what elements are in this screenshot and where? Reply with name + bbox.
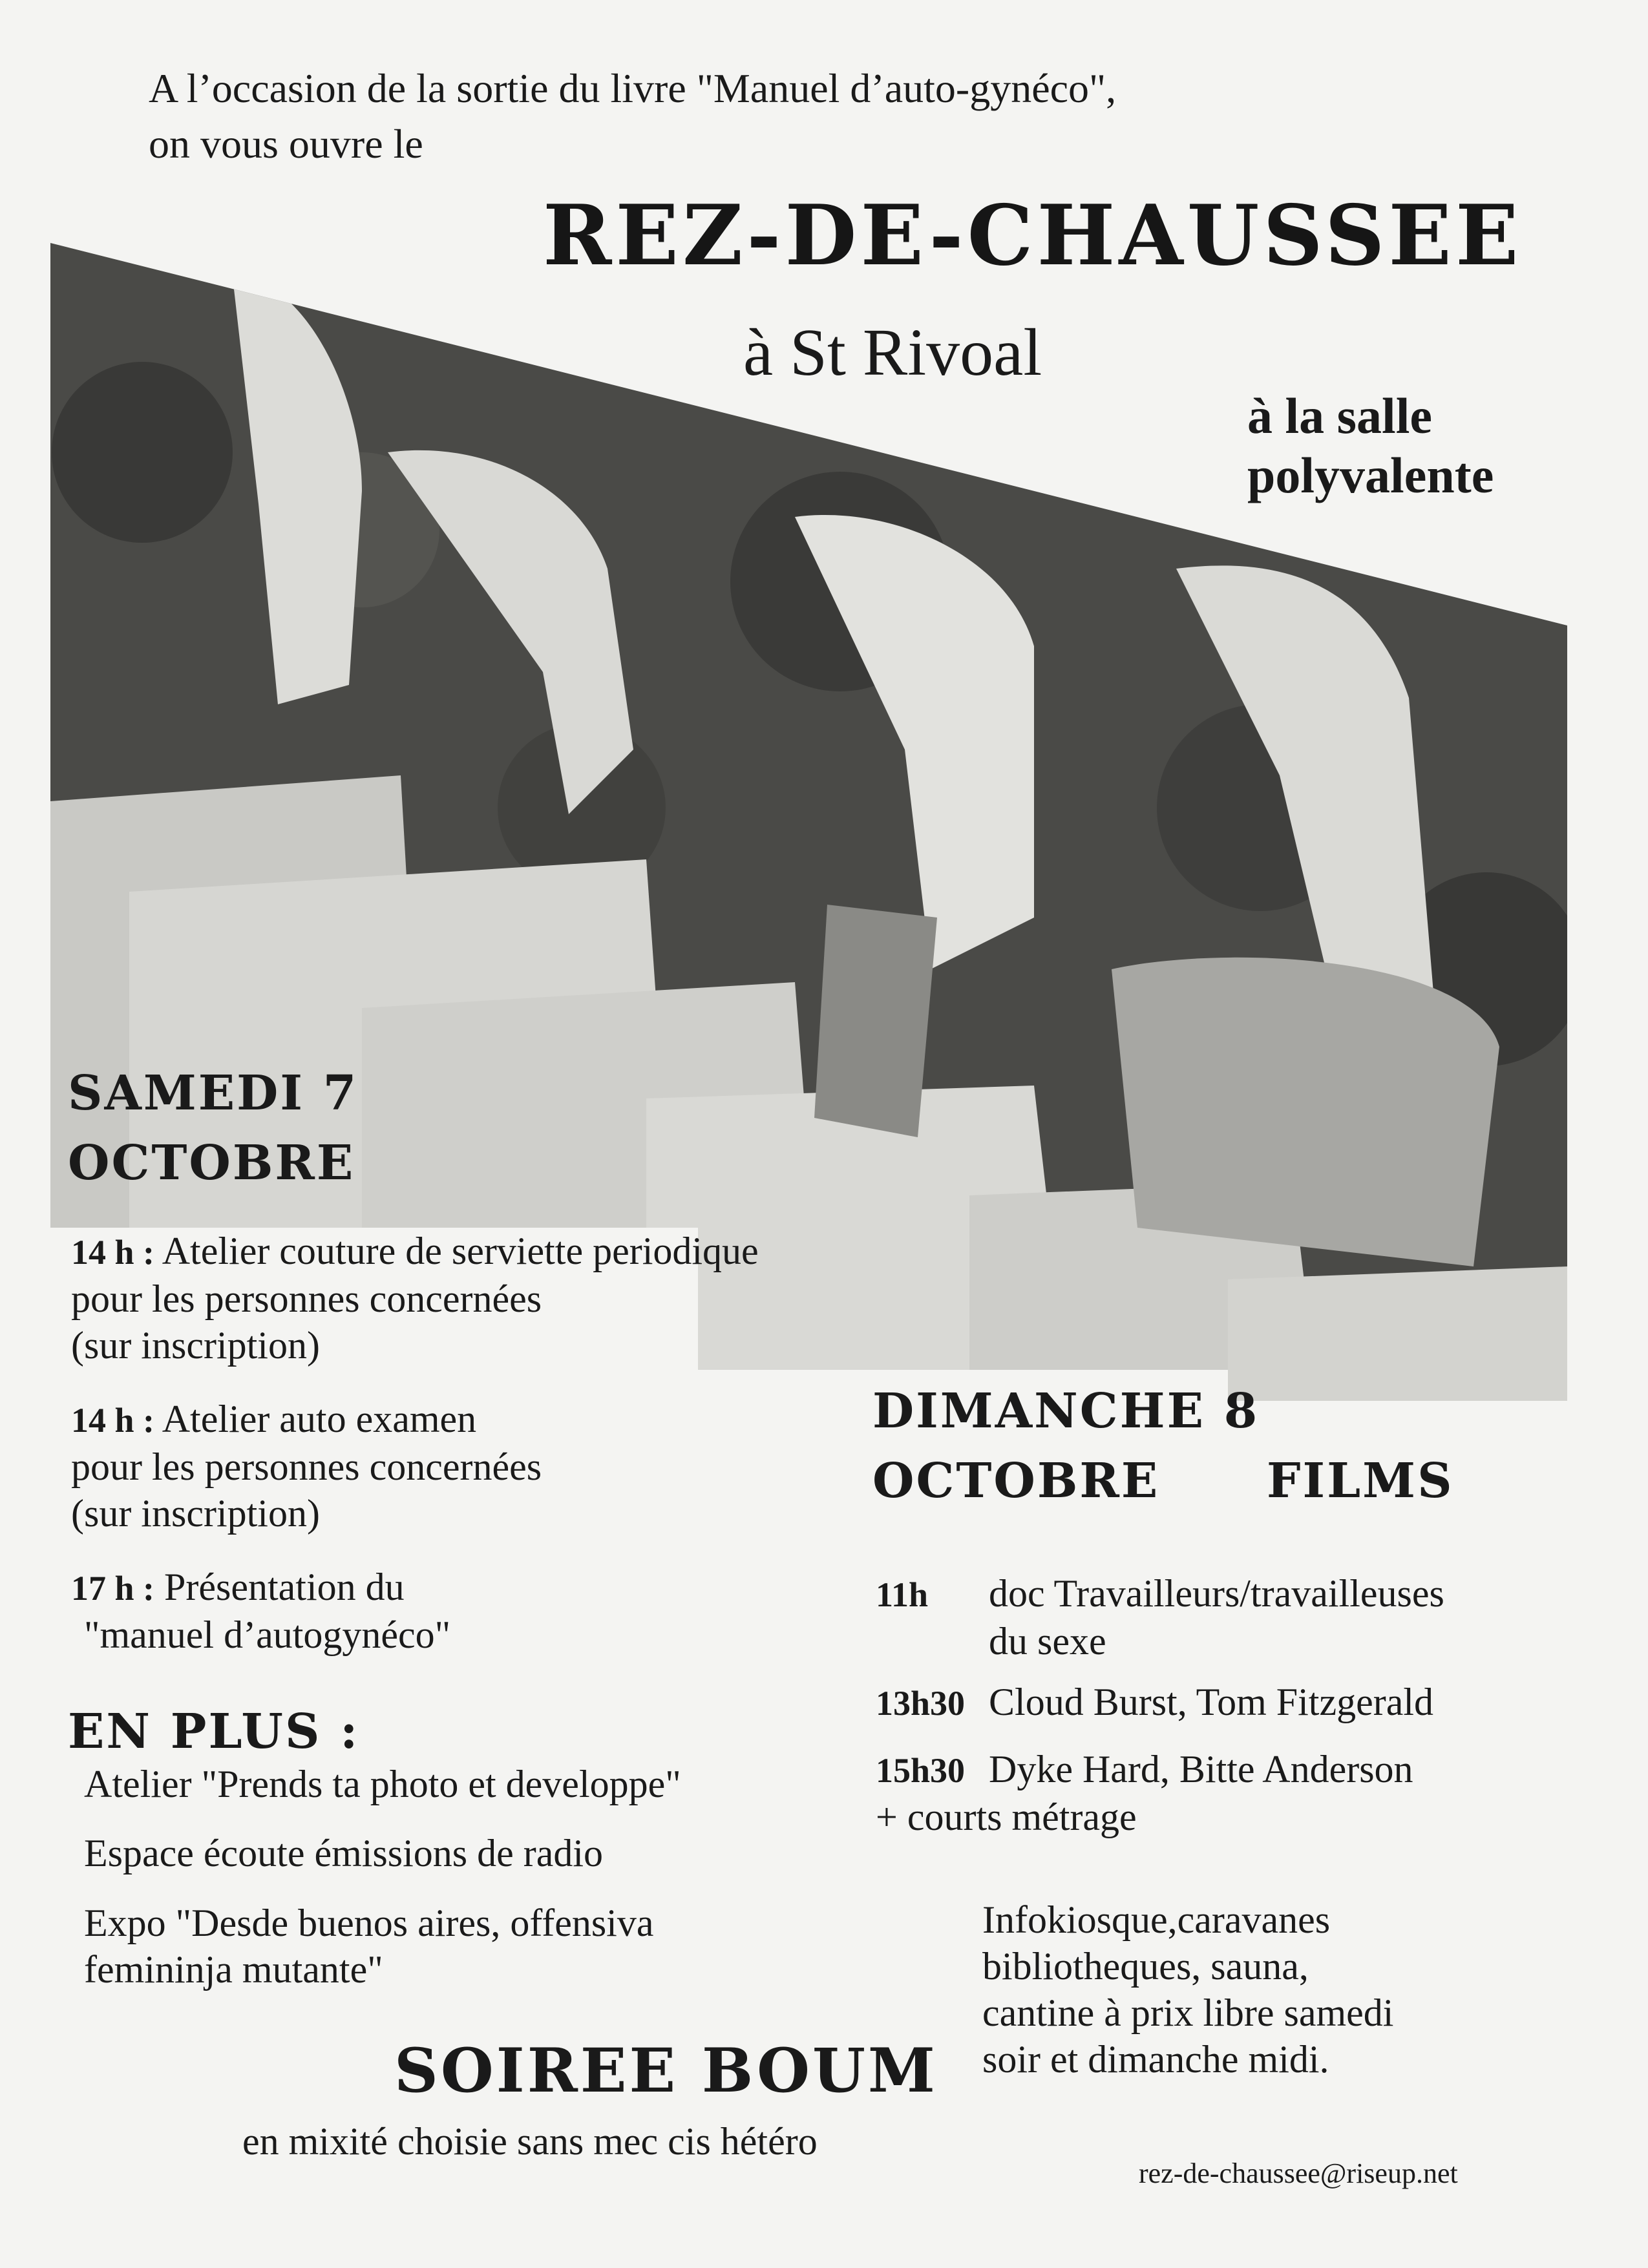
extra-heading: EN PLUS :	[68, 1704, 360, 1759]
info-block	[982, 1896, 1393, 2083]
sunday-month: OCTOBRE	[872, 1453, 1160, 1509]
event-time: 14 h :	[71, 1233, 155, 1272]
sunday-heading	[872, 1376, 1259, 1516]
film-title: doc Travailleurs/travailleuses	[989, 1572, 1444, 1615]
saturday-month: OCTOBRE	[68, 1135, 355, 1191]
contact-email[interactable]: rez-de-chaussee@riseup.net	[1139, 2158, 1458, 2189]
event-time: 17 h :	[71, 1569, 155, 1608]
intro-line-1: A l’occasion de la sortie du livre "Manuel d’auto-gynéco",	[149, 65, 1117, 111]
film-title: + courts métrage	[876, 1796, 1137, 1838]
main-title: REZ-DE-CHAUSSEE	[543, 187, 1523, 284]
saturday-heading	[68, 1058, 358, 1198]
film-title: du sexe	[989, 1620, 1106, 1663]
film-time: 15h30	[876, 1751, 966, 1790]
info-line: soir et dimanche midi.	[982, 2038, 1329, 2081]
event-text: Atelier couture de serviette periodique	[162, 1230, 759, 1272]
info-line: Infokiosque,caravanes	[982, 1898, 1331, 1941]
extra-item-1: Atelier "Prends ta photo et developpe"	[84, 1763, 681, 1805]
party-subtitle: en mixité choisie sans mec cis hétéro	[242, 2120, 818, 2163]
event-text: pour les personnes concernées	[71, 1445, 542, 1488]
event-text: pour les personnes concernées	[71, 1277, 542, 1320]
extra-item-3: Expo "Desde buenos aires, offensiva	[84, 1902, 654, 1944]
event-text: "manuel d’autogynéco"	[84, 1613, 451, 1656]
films-label: FILMS	[1267, 1453, 1454, 1509]
film-time: 11h	[876, 1575, 929, 1614]
event-text: (sur inscription)	[71, 1324, 320, 1367]
venue-line-2: polyvalente	[1247, 447, 1494, 503]
saturday-day: SAMEDI 7	[68, 1066, 359, 1121]
film-3	[876, 1746, 1413, 1840]
film-1	[876, 1570, 1444, 1664]
info-line: cantine à prix libre samedi	[982, 1991, 1394, 2034]
event-text: Présentation du	[164, 1566, 405, 1608]
event-text: (sur inscription)	[71, 1492, 320, 1535]
location-subtitle: à St Rivoal	[743, 315, 1042, 390]
film-title: Cloud Burst, Tom Fitzgerald	[989, 1681, 1434, 1723]
film-2	[876, 1679, 1433, 1727]
extra-item-2: Espace écoute émissions de radio	[84, 1832, 604, 1874]
saturday-event-1	[71, 1228, 759, 1369]
extra-item-4: femininja mutante"	[84, 1948, 383, 1991]
venue-line-1: à la salle	[1247, 388, 1432, 444]
sunday-day: DIMANCHE 8	[872, 1383, 1260, 1439]
info-line: bibliotheques, sauna,	[982, 1945, 1309, 1988]
film-title: Dyke Hard, Bitte Anderson	[989, 1748, 1413, 1790]
event-time: 14 h :	[71, 1401, 155, 1440]
party-title: SOIREE BOUM	[394, 2035, 938, 2106]
film-time: 13h30	[876, 1684, 966, 1723]
event-text: Atelier auto examen	[162, 1398, 477, 1440]
saturday-event-3	[71, 1564, 450, 1658]
intro-line-2: on vous ouvre le	[149, 121, 423, 167]
saturday-event-2	[71, 1396, 542, 1537]
